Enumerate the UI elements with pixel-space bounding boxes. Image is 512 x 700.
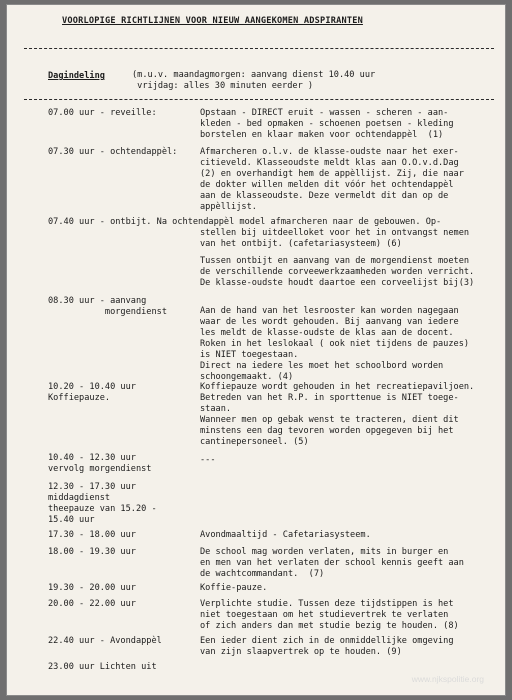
row-time: 17.30 - 18.00 uur (48, 530, 136, 540)
row-time: 07.30 uur - ochtendappèl: (48, 147, 178, 157)
row-time: 08.30 uur - aanvang morgendienst (48, 296, 167, 317)
row-description: Verplichte studie. Tussen deze tijdstippen is het niet toegestaan om het studievertrek te verlaten of zich anders dan met studie bezig te houden. (8) (200, 599, 459, 631)
row-description: Koffie-pauze. (200, 583, 268, 593)
row-description: Koffiepauze wordt gehouden in het recreatiepaviljoen. Betreden van het R.P. in sporttenue is NIET toege- staan. Wanneer men op gebak wenst te tracteren, dient dit minstens een dag tevoren worden opgegeven bij het cantinepersoneel. (5) (200, 382, 475, 447)
row-description: stellen bij uitdeelloket voor het in ontvangst nemen van het ontbijt. (cafetariasysteem) (6) (200, 228, 470, 249)
dagindeling-note: (m.u.v. maandagmorgen: aanvang dienst 10.40 uur vrijdag: alles 30 minuten eerder ) (132, 70, 376, 91)
row-description: Afmarcheren o.l.v. de klasse-oudste naar het exer- citieveld. Klasseoudste meldt klas aan O.O.v.d.Dag (2) en overhandigt hem de appèllijst. Zij, die naar de dokter willen melden dit vóór het ochtendappèl aan de klasseoudste. Deze vermeldt dit dan op de appèllijst. (200, 147, 464, 212)
divider (24, 48, 494, 49)
document-title: VOORLOPIGE RICHTLIJNEN VOOR NIEUW AANGEKOMEN ADSPIRANTEN (62, 16, 363, 26)
watermark: www.njkspolitie.org (411, 674, 484, 684)
row-time: 12.30 - 17.30 uur middagdienst theepauze van 15.20 - 15.40 uur (48, 482, 157, 525)
row-time: 10.20 - 10.40 uur Koffiepauze. (48, 382, 136, 403)
row-description: Opstaan - DIRECT eruit - wassen - scheren - aan- kleden - bed opmaken - schoenen poetsen - kleding borstelen en klaar maken voor ochtendappèl (1) (200, 108, 454, 140)
row-description: Een ieder dient zich in de onmiddellijke omgeving van zijn slaapvertrek op te houden. (9) (200, 636, 454, 657)
row-time: 18.00 - 19.30 uur (48, 547, 136, 557)
row-description: De school mag worden verlaten, mits in burger en en men van het verlaten der school kennis geeft aan de wachtcommandant. (7) (200, 547, 464, 579)
document-page (6, 4, 506, 696)
row-time: 22.40 uur - Avondappèl (48, 636, 162, 646)
row-time: 19.30 - 20.00 uur (48, 583, 136, 593)
row-time: 07.40 uur - ontbijt. Na ochtendappèl model afmarcheren naar de gebouwen. Op- (48, 217, 442, 227)
row-description: Aan de hand van het lesrooster kan worden nagegaan waar de les wordt gehouden. Bij aanvang van iedere les meldt de klasse-oudste de klas aan de docent. Roken in het leslokaal ( ook niet tijdens de pauzes) is NIET toegestaan. Direct na iedere les moet het schoolbord worden schoongemaakt. (4) (200, 306, 470, 382)
row-time: 07.00 uur - reveille: (48, 108, 157, 118)
divider (24, 99, 494, 100)
row-description: Avondmaaltijd - Cafetariasysteem. (200, 530, 371, 540)
row-time: 20.00 - 22.00 uur (48, 599, 136, 609)
row-description: Tussen ontbijt en aanvang van de morgendienst moeten de verschillende corveewerkzaamheden worden verricht. De klasse-oudste houdt daartoe een corveelijst bij(3) (200, 256, 475, 288)
row-description: --- (200, 455, 216, 465)
dagindeling-label: Dagindeling (48, 71, 105, 81)
row-time: 23.00 uur Lichten uit (48, 662, 157, 672)
row-time: 10.40 - 12.30 uur vervolg morgendienst (48, 453, 152, 474)
